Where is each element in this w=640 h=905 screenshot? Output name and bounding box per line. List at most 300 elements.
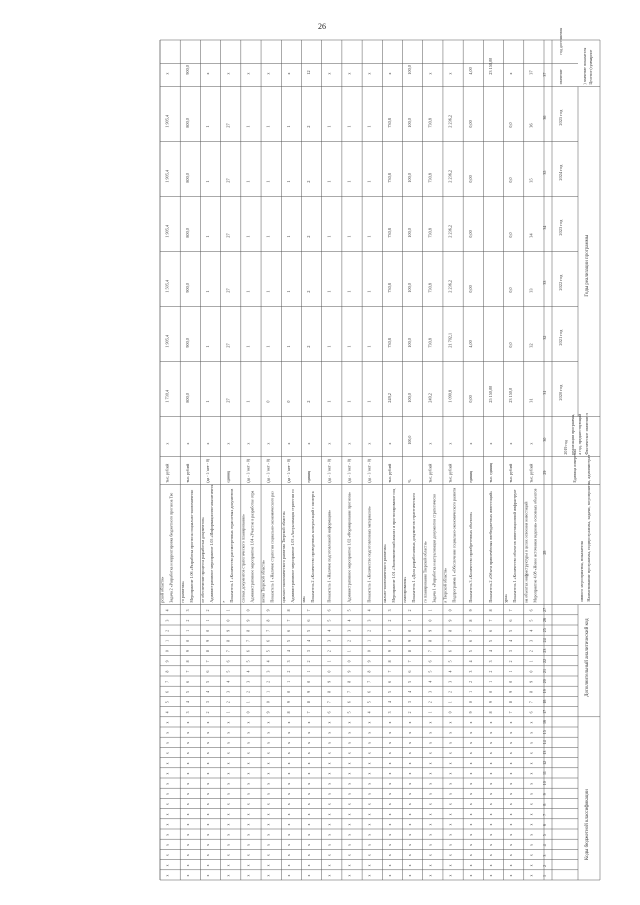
code-cell: х bbox=[408, 741, 413, 744]
code-cell: х bbox=[185, 731, 190, 734]
code-cell: х bbox=[509, 731, 514, 734]
code-cell: 0 bbox=[327, 670, 332, 673]
row-year-value: 2 bbox=[306, 125, 312, 128]
row-unit: тыс. рублей bbox=[448, 463, 453, 483]
code-cell: 0 bbox=[468, 701, 473, 704]
row-year-value: 1 bbox=[265, 180, 271, 183]
code-cell: 2 bbox=[327, 650, 332, 653]
code-cell: 7 bbox=[327, 701, 332, 704]
code-cell: 8 bbox=[509, 701, 514, 704]
code-cell: 9 bbox=[529, 680, 534, 683]
code-cell: 2 bbox=[387, 619, 392, 622]
row-year-value: 100,0 bbox=[407, 338, 413, 348]
column-number: 24 bbox=[542, 638, 547, 643]
code-cell: 8 bbox=[367, 670, 372, 673]
code-cell: х bbox=[307, 782, 312, 785]
code-cell: х bbox=[165, 752, 170, 755]
code-cell: х bbox=[428, 823, 433, 826]
code-cell: х bbox=[529, 823, 534, 826]
code-cell: х bbox=[327, 874, 332, 877]
code-cell: х bbox=[206, 813, 211, 816]
code-cell: х bbox=[347, 731, 352, 734]
code-cell: х bbox=[286, 854, 291, 857]
code-cell: х bbox=[266, 874, 271, 877]
code-cell: 0 bbox=[185, 639, 190, 642]
row-year-value: 730,8 bbox=[386, 283, 392, 293]
code-cell: х bbox=[529, 772, 534, 775]
code-cell: х bbox=[246, 762, 251, 765]
row-year-value: 1 090,8 bbox=[447, 390, 453, 403]
code-cell: х bbox=[327, 731, 332, 734]
code-cell: 8 bbox=[529, 690, 534, 693]
code-cell: х bbox=[266, 813, 271, 816]
row-unit: (да - 1/ нет - 0) bbox=[266, 458, 271, 483]
code-cell: 3 bbox=[165, 619, 170, 622]
code-cell: х bbox=[206, 803, 211, 806]
column-number: 15 bbox=[542, 730, 547, 735]
code-cell: х bbox=[226, 731, 231, 734]
row-year-value: 0,00 bbox=[467, 120, 473, 128]
row-target-value: х bbox=[265, 72, 271, 75]
row-unit: единиц bbox=[468, 470, 473, 483]
code-cell: х bbox=[246, 833, 251, 836]
page-number: 26 bbox=[318, 22, 326, 31]
code-cell: х bbox=[185, 833, 190, 836]
code-cell: 7 bbox=[468, 629, 473, 632]
code-cell: х bbox=[367, 854, 372, 857]
code-cell: 3 bbox=[529, 639, 534, 642]
row-target-value: х bbox=[427, 72, 433, 75]
row-year-value: 2 bbox=[306, 235, 312, 238]
code-cell: 5 bbox=[387, 690, 392, 693]
code-cell: 6 bbox=[428, 660, 433, 663]
row-target-value: х bbox=[366, 72, 372, 75]
code-cell: 3 bbox=[266, 670, 271, 673]
code-cell: х bbox=[529, 803, 534, 806]
code-cell: 9 bbox=[266, 609, 271, 612]
code-cell: х bbox=[185, 721, 190, 724]
code-cell: х bbox=[347, 782, 352, 785]
code-cell: х bbox=[387, 833, 392, 836]
row-year-value: 2 bbox=[306, 290, 312, 293]
code-cell: х bbox=[266, 792, 271, 795]
code-cell: х bbox=[165, 731, 170, 734]
column-number: 21 bbox=[542, 669, 547, 673]
code-cell: х bbox=[509, 782, 514, 785]
row-target-value: х bbox=[508, 72, 514, 75]
row-base-value: х bbox=[467, 442, 473, 445]
row-year-value: 1 bbox=[285, 290, 291, 293]
row-year-value: 1 bbox=[285, 180, 291, 183]
column-number: 2 bbox=[542, 864, 547, 867]
column-number: 37 bbox=[542, 72, 547, 77]
code-cell: х bbox=[307, 803, 312, 806]
row-year-value: 900,0 bbox=[184, 283, 190, 293]
code-cell: х bbox=[408, 813, 413, 816]
row-name: Административное мероприятие 1.04 «Участие в разработке отра bbox=[249, 490, 255, 603]
row-year-value: 0,0 bbox=[508, 232, 514, 238]
code-cell: х bbox=[185, 803, 190, 806]
code-cell: 9 bbox=[367, 660, 372, 663]
code-cell: х bbox=[367, 752, 372, 755]
row-year-value: 249,2 bbox=[386, 393, 392, 403]
row-year-value: 27 bbox=[225, 343, 231, 348]
column-number: 4 bbox=[542, 844, 547, 847]
code-cell: 3 bbox=[428, 690, 433, 693]
code-cell: 1 bbox=[226, 609, 231, 612]
code-cell: х bbox=[246, 782, 251, 785]
code-cell: 2 bbox=[165, 629, 170, 632]
code-cell: 7 bbox=[529, 701, 534, 704]
code-cell: х bbox=[246, 772, 251, 775]
row-base-value: х bbox=[346, 442, 352, 445]
code-cell: 9 bbox=[226, 629, 231, 632]
column-number: 12 bbox=[542, 760, 547, 765]
code-cell: х bbox=[286, 721, 291, 724]
code-cell: х bbox=[246, 741, 251, 744]
code-cell: х bbox=[428, 874, 433, 877]
program-name-header: Наименование программы, подпрограммы, задачи, мероприятия, администрат bbox=[586, 454, 591, 602]
row-year-value: 1 bbox=[245, 345, 251, 348]
code-cell: 8 bbox=[387, 660, 392, 663]
code-cell: х bbox=[428, 854, 433, 857]
code-cell: х bbox=[226, 762, 231, 765]
code-cell: 6 bbox=[246, 650, 251, 653]
row-name: я Тверской области» bbox=[442, 567, 448, 603]
row-target-value: 23 150,00 bbox=[487, 57, 493, 75]
code-cell: х bbox=[408, 843, 413, 846]
code-cell: х bbox=[468, 874, 473, 877]
row-year-value: 1 905,4 bbox=[164, 115, 170, 128]
code-cell: х bbox=[347, 864, 352, 867]
code-cell: х bbox=[286, 741, 291, 744]
code-cell: х bbox=[226, 721, 231, 724]
row-year-value: 1 bbox=[366, 345, 372, 348]
row-base-value: х bbox=[447, 442, 453, 445]
code-cell: 7 bbox=[387, 670, 392, 673]
code-cell: 4 bbox=[165, 609, 170, 612]
row-base-value: 100,0 bbox=[407, 435, 413, 445]
row-year-value: 730,8 bbox=[427, 173, 433, 183]
column-number: 34 bbox=[542, 225, 547, 230]
code-cell: х bbox=[408, 752, 413, 755]
row-year-value: 1 bbox=[366, 125, 372, 128]
code-cell: 4 bbox=[387, 701, 392, 704]
code-cell: х bbox=[529, 741, 534, 744]
code-cell: х bbox=[206, 823, 211, 826]
code-cell: 6 bbox=[165, 690, 170, 693]
code-cell: х bbox=[307, 813, 312, 816]
code-cell: 2 bbox=[206, 609, 211, 612]
code-cell: 3 bbox=[387, 711, 392, 714]
row-year-value: 730,8 bbox=[427, 228, 433, 238]
code-cell: х bbox=[206, 854, 211, 857]
row-unit: (да - 1/ нет - 0) bbox=[206, 458, 211, 483]
code-cell: 1 bbox=[387, 629, 392, 632]
code-cell: х bbox=[246, 721, 251, 724]
code-cell: х bbox=[448, 721, 453, 724]
column-number: 25 bbox=[542, 628, 547, 633]
code-cell: х bbox=[408, 854, 413, 857]
code-cell: х bbox=[307, 741, 312, 744]
column-number: 27 bbox=[542, 607, 547, 612]
row-year-value: 100,0 bbox=[407, 118, 413, 128]
row-year-value: 800,0 bbox=[184, 173, 190, 183]
code-cell: 3 bbox=[387, 609, 392, 612]
year-header: 2023 год bbox=[558, 219, 563, 236]
row-year-value: 1 bbox=[285, 235, 291, 238]
code-cell: х bbox=[286, 823, 291, 826]
code-cell: 1 bbox=[286, 680, 291, 683]
code-cell: 6 bbox=[367, 690, 372, 693]
code-cell: х bbox=[286, 731, 291, 734]
code-cell: х bbox=[529, 762, 534, 765]
code-cell: х bbox=[509, 864, 514, 867]
code-cell: х bbox=[185, 762, 190, 765]
row-target-value: 900,0 bbox=[184, 65, 190, 75]
code-cell: х bbox=[206, 833, 211, 836]
code-cell: х bbox=[488, 772, 493, 775]
code-cell: х bbox=[387, 843, 392, 846]
code-cell: х bbox=[428, 762, 433, 765]
row-year-value: 2 bbox=[306, 400, 312, 403]
code-cell: х bbox=[428, 843, 433, 846]
row-year-value: 23 150,0 bbox=[508, 387, 514, 403]
row-base-value: х bbox=[427, 442, 433, 445]
code-cell: 5 bbox=[307, 629, 312, 632]
column-number: 18 bbox=[542, 699, 547, 704]
row-unit: (да - 1/ нет - 0) bbox=[327, 458, 332, 483]
column-number: 5 bbox=[542, 834, 547, 837]
code-cell: х bbox=[185, 752, 190, 755]
code-cell: х bbox=[266, 833, 271, 836]
row-target-value: х bbox=[447, 72, 453, 75]
code-cell: 7 bbox=[165, 680, 170, 683]
row-name: Показатель 1 «Наличие стратегии социально-экономического раз bbox=[269, 491, 275, 603]
code-cell: х bbox=[367, 772, 372, 775]
code-cell: х bbox=[165, 874, 170, 877]
row-target-value: х bbox=[285, 72, 291, 75]
code-cell: х bbox=[347, 772, 352, 775]
code-cell: 0 bbox=[448, 711, 453, 714]
code-cell: 7 bbox=[509, 609, 514, 612]
code-cell: 3 bbox=[307, 650, 312, 653]
code-cell: 4 bbox=[246, 670, 251, 673]
code-cell: х bbox=[408, 803, 413, 806]
row-year-value: 27 bbox=[225, 178, 231, 183]
code-cell: х bbox=[367, 813, 372, 816]
code-cell: х bbox=[448, 741, 453, 744]
code-cell: х bbox=[226, 854, 231, 857]
column-number: 9 bbox=[542, 793, 547, 796]
code-cell: х bbox=[488, 864, 493, 867]
code-cell: х bbox=[185, 843, 190, 846]
row-name: » bbox=[220, 600, 226, 603]
code-cell: 3 bbox=[327, 639, 332, 642]
code-cell: х bbox=[206, 752, 211, 755]
column-number: 11 bbox=[542, 771, 547, 775]
code-cell: х bbox=[529, 721, 534, 724]
code-cell: х bbox=[185, 864, 190, 867]
code-cell: 0 bbox=[226, 619, 231, 622]
code-cell: х bbox=[185, 792, 190, 795]
activity-codes-header: Дополнительный аналитический код bbox=[585, 618, 590, 697]
row-name: Показатель 1 «Количество подготовленных материалов» bbox=[366, 506, 372, 603]
target-header: ) значение показателя bbox=[582, 47, 587, 85]
target-subheader: значение bbox=[558, 69, 563, 85]
code-cell: х bbox=[307, 843, 312, 846]
code-cell: х bbox=[266, 762, 271, 765]
row-year-value: 34 bbox=[528, 233, 534, 238]
code-cell: х bbox=[468, 772, 473, 775]
code-cell: 1 bbox=[347, 650, 352, 653]
budget-codes-header: Коды бюджетной классификации bbox=[585, 789, 590, 860]
row-year-value: 1 bbox=[366, 290, 372, 293]
code-cell: 2 bbox=[448, 690, 453, 693]
code-cell: х bbox=[367, 803, 372, 806]
code-cell: 7 bbox=[307, 609, 312, 612]
row-name: Административное мероприятие 1.03 «Актуализация стратегии со bbox=[289, 489, 295, 603]
code-cell: х bbox=[246, 803, 251, 806]
row-year-value: 1 bbox=[326, 290, 332, 293]
code-cell: х bbox=[387, 721, 392, 724]
code-cell: х bbox=[408, 772, 413, 775]
code-cell: 6 bbox=[185, 680, 190, 683]
code-cell: 5 bbox=[448, 660, 453, 663]
row-year-value: 730,8 bbox=[427, 283, 433, 293]
code-cell: 9 bbox=[246, 619, 251, 622]
code-cell: 8 bbox=[307, 701, 312, 704]
row-name: планирования» bbox=[402, 576, 408, 603]
code-cell: 9 bbox=[347, 670, 352, 673]
code-cell: х bbox=[448, 864, 453, 867]
code-cell: 3 bbox=[286, 660, 291, 663]
code-cell: 6 bbox=[509, 619, 514, 622]
code-cell: 6 bbox=[488, 629, 493, 632]
row-year-value: 100,0 bbox=[407, 173, 413, 183]
year-header: 2025 год bbox=[558, 109, 563, 126]
unit-header: Единица измерения bbox=[572, 448, 577, 483]
code-cell: х bbox=[327, 772, 332, 775]
row-unit: тыс. рублей bbox=[529, 463, 534, 483]
code-cell: х bbox=[347, 792, 352, 795]
code-cell: х bbox=[408, 721, 413, 724]
row-unit: тыс. рублей bbox=[185, 463, 190, 483]
row-unit: (да - 1/ нет - 0) bbox=[246, 458, 251, 483]
year-header: 2021 год bbox=[558, 329, 563, 346]
code-cell: х bbox=[367, 782, 372, 785]
code-cell: 2 bbox=[408, 609, 413, 612]
code-cell: х bbox=[347, 813, 352, 816]
code-cell: х bbox=[529, 864, 534, 867]
row-year-value: 1 bbox=[326, 400, 332, 403]
code-cell: х bbox=[226, 874, 231, 877]
code-cell: 9 bbox=[307, 690, 312, 693]
code-cell: х bbox=[367, 792, 372, 795]
code-cell: х bbox=[286, 772, 291, 775]
row-year-value: 1 bbox=[346, 345, 352, 348]
code-cell: х bbox=[509, 752, 514, 755]
base-year-header: 2019 год bbox=[563, 440, 568, 455]
code-cell: 0 bbox=[286, 690, 291, 693]
target-header: Целевое (суммарное bbox=[588, 49, 593, 85]
code-cell: х bbox=[428, 741, 433, 744]
code-cell: 9 bbox=[206, 639, 211, 642]
code-cell: 8 bbox=[246, 629, 251, 632]
code-cell: х bbox=[428, 772, 433, 775]
code-cell: 5 bbox=[468, 650, 473, 653]
code-cell: х bbox=[387, 741, 392, 744]
code-cell: х bbox=[206, 864, 211, 867]
code-cell: х bbox=[488, 823, 493, 826]
code-cell: 3 bbox=[509, 650, 514, 653]
code-cell: х bbox=[347, 762, 352, 765]
code-cell: х bbox=[529, 782, 534, 785]
year-header: 2020 год bbox=[558, 384, 563, 401]
row-target-value: 12 bbox=[306, 70, 312, 75]
column-number: 16 bbox=[542, 720, 547, 724]
row-name: на объектах инфраструктуры в целях освоения инвестиций bbox=[523, 501, 529, 603]
row-unit: единиц bbox=[226, 470, 231, 483]
code-cell: 9 bbox=[387, 650, 392, 653]
row-year-value: 1 905,4 bbox=[164, 335, 170, 348]
code-cell: 0 bbox=[529, 670, 534, 673]
code-cell: 4 bbox=[165, 711, 170, 714]
code-cell: х bbox=[529, 874, 534, 877]
code-cell: 9 bbox=[165, 660, 170, 663]
code-cell: х bbox=[307, 721, 312, 724]
code-cell: х bbox=[307, 731, 312, 734]
code-cell: 9 bbox=[468, 609, 473, 612]
code-cell: 7 bbox=[428, 650, 433, 653]
code-cell: 8 bbox=[165, 670, 170, 673]
code-cell: 3 bbox=[347, 629, 352, 632]
code-cell: 6 bbox=[206, 670, 211, 673]
code-cell: х bbox=[509, 721, 514, 724]
code-cell: 0 bbox=[387, 639, 392, 642]
row-year-value: 1 bbox=[245, 235, 251, 238]
code-cell: х bbox=[246, 823, 251, 826]
code-cell: 0 bbox=[246, 609, 251, 612]
column-number: 23 bbox=[542, 648, 547, 653]
row-target-value: х bbox=[225, 72, 231, 75]
code-cell: х bbox=[307, 792, 312, 795]
code-cell: 4 bbox=[266, 660, 271, 663]
code-cell: х bbox=[488, 833, 493, 836]
row-year-value: 100,0 bbox=[407, 283, 413, 293]
code-cell: х bbox=[468, 803, 473, 806]
row-target-value: х bbox=[326, 72, 332, 75]
code-cell: х bbox=[327, 752, 332, 755]
row-base-value: х bbox=[326, 442, 332, 445]
code-cell: 2 bbox=[428, 701, 433, 704]
code-cell: 4 bbox=[509, 639, 514, 642]
code-cell: х bbox=[246, 874, 251, 877]
code-cell: х bbox=[246, 731, 251, 734]
code-cell: х bbox=[226, 803, 231, 806]
code-cell: х bbox=[387, 854, 392, 857]
code-cell: х bbox=[509, 823, 514, 826]
code-cell: х bbox=[286, 813, 291, 816]
row-year-value: 4,00 bbox=[467, 340, 473, 348]
code-cell: х bbox=[286, 864, 291, 867]
code-cell: 8 bbox=[286, 609, 291, 612]
row-name: Мероприятие 4.08 «Новое источники ведения» основных объектов bbox=[532, 488, 538, 603]
code-cell: х bbox=[428, 813, 433, 816]
code-cell: х bbox=[307, 772, 312, 775]
code-cell: х bbox=[246, 752, 251, 755]
row-unit: (да - 1/ нет - 0) bbox=[347, 458, 352, 483]
